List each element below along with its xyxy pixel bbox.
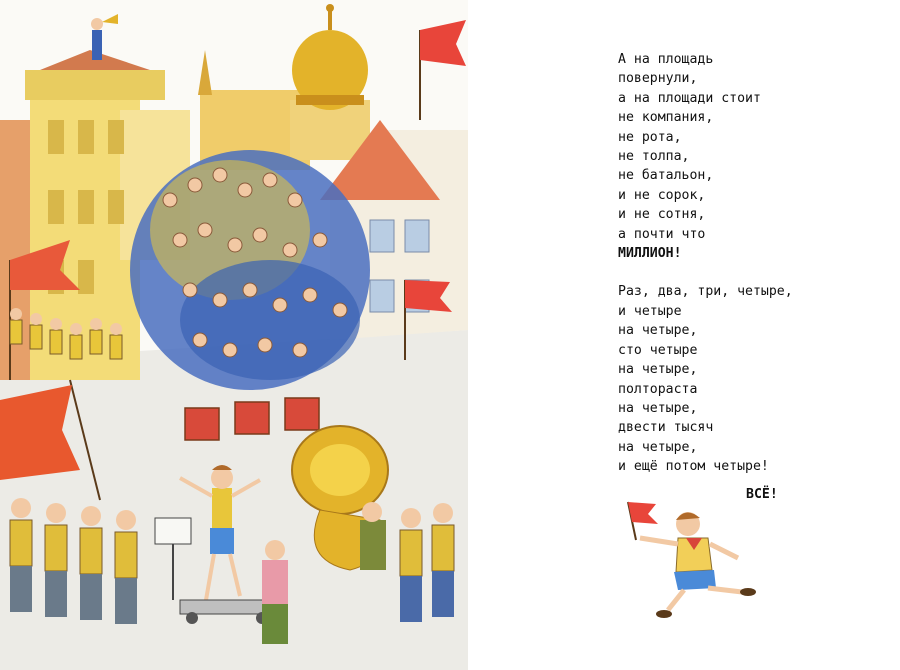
- poem-line: не толпа,: [618, 149, 690, 165]
- poem-line: на четыре,: [618, 362, 698, 378]
- running-boy-icon: [616, 492, 766, 622]
- poem-line: и четыре: [618, 303, 682, 319]
- poem-ending: ВСЁ!: [746, 486, 778, 502]
- poem-line: сто четыре: [618, 342, 698, 358]
- poem-line: не батальон,: [618, 168, 714, 184]
- poem-line: на четыре,: [618, 400, 698, 416]
- poem-line: и ещё потом четыре!: [618, 459, 769, 475]
- poem-line: А на площадь: [618, 52, 714, 67]
- poem-line-emphasis: МИЛЛИОН!: [618, 246, 682, 262]
- poem-line: и не сорок,: [618, 187, 706, 203]
- poem-line: на четыре,: [618, 323, 698, 339]
- poem-line: и не сотня,: [618, 207, 706, 223]
- poem-line: Раз, два, три, четыре,: [618, 284, 793, 300]
- poem-line: повернули,: [618, 71, 698, 87]
- poem-line: а почти что: [618, 226, 706, 242]
- poem-line: не рота,: [618, 129, 682, 145]
- poem-line: двести тысяч: [618, 420, 714, 436]
- poem-page: [468, 0, 900, 670]
- poem-line: а на площади стоит: [618, 90, 761, 106]
- poem-line: полтораста: [618, 381, 698, 397]
- poem-line: на четыре,: [618, 439, 698, 455]
- poem-line: не компания,: [618, 110, 714, 126]
- stanza-gap: [618, 263, 888, 282]
- poem-text: [618, 50, 888, 504]
